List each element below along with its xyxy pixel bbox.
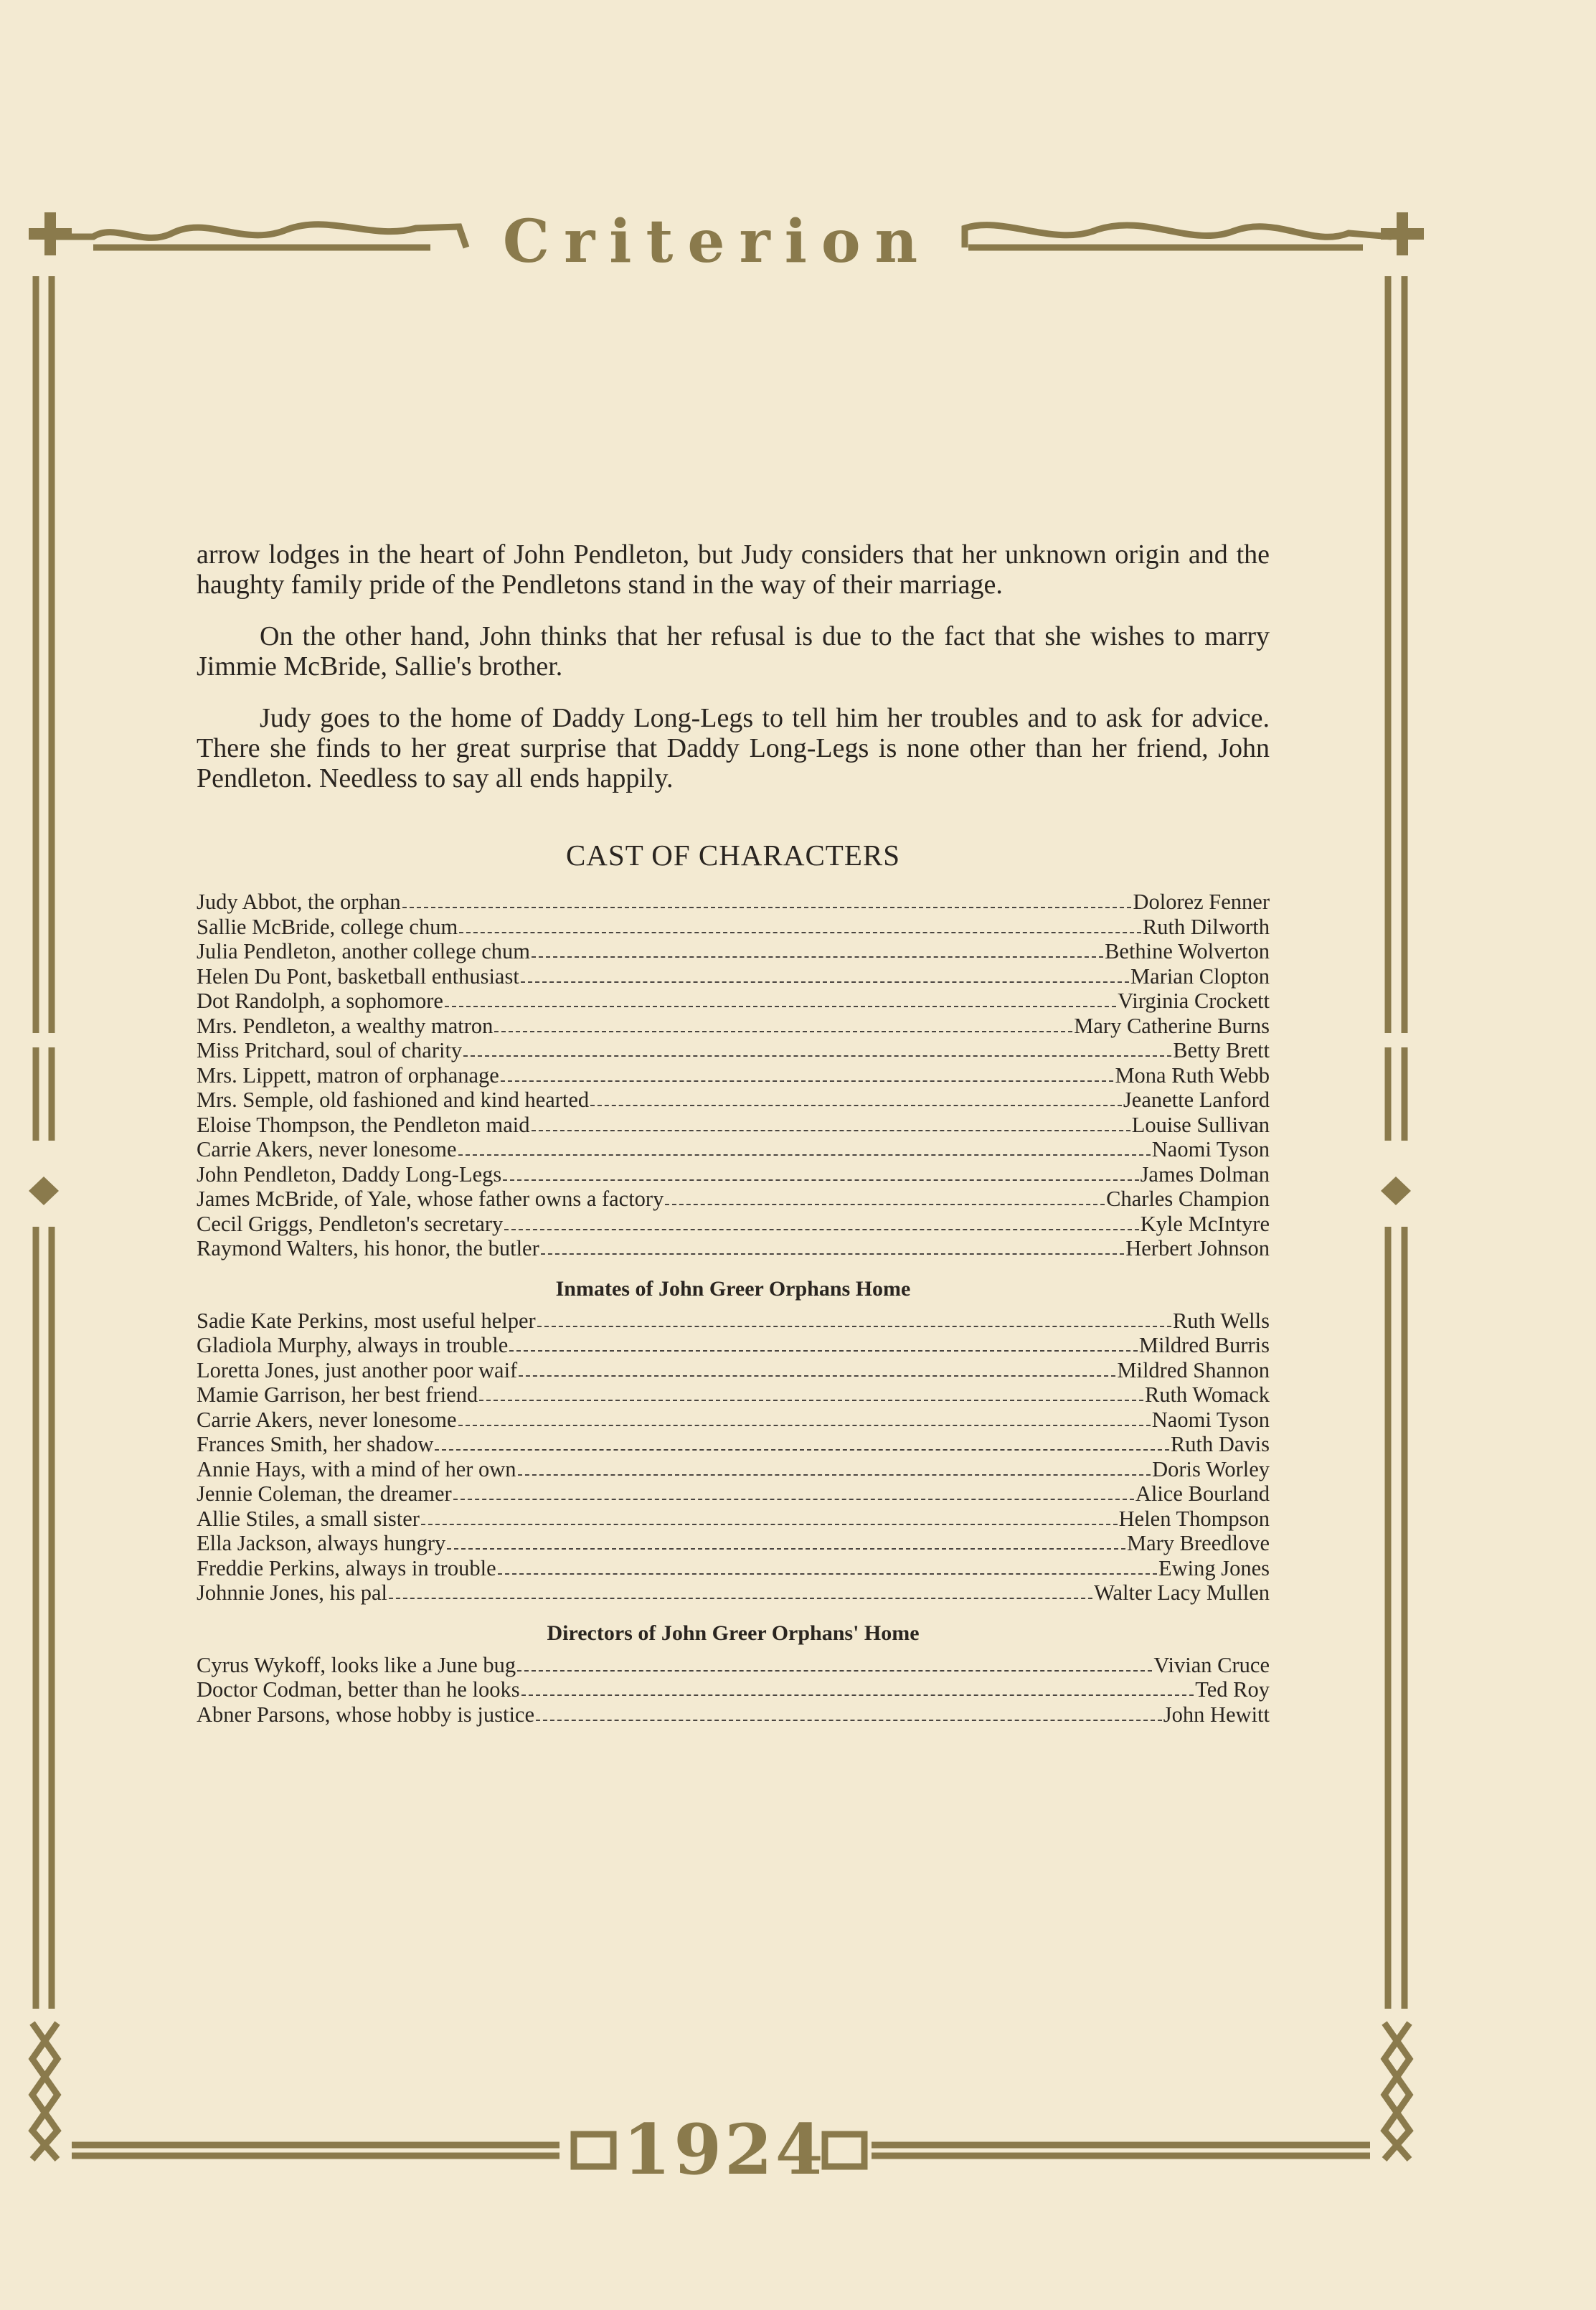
- character-role: Mamie Garrison, her best friend: [197, 1382, 478, 1407]
- actor-name: Alice Bourland: [1135, 1481, 1270, 1506]
- cast-row: [197, 1088, 1270, 1113]
- cast-row: [197, 1580, 1270, 1606]
- dotted-leader: [494, 1031, 1072, 1032]
- dotted-leader: [532, 1130, 1130, 1131]
- cast-row: [197, 1408, 1270, 1433]
- dotted-leader: [463, 1055, 1171, 1057]
- actor-name: Kyle McIntyre: [1140, 1211, 1270, 1236]
- character-role: Doctor Codman, better than he looks: [197, 1677, 520, 1702]
- character-role: Jennie Coleman, the dreamer: [197, 1481, 452, 1506]
- actor-name: Helen Thompson: [1118, 1506, 1270, 1531]
- story-paragraph: Judy goes to the home of Daddy Long-Legs to tell him her troubles and to ask for advice. There she finds to her great surprise that Daddy Long-Legs is none other than her friend, John Pendleton. Needless to say all ends happily.: [197, 703, 1270, 793]
- actor-name: Betty Brett: [1173, 1038, 1270, 1062]
- cast-row: [197, 1531, 1270, 1556]
- cast-row: [197, 989, 1270, 1014]
- actor-name: Marian Clopton: [1130, 963, 1270, 989]
- story-paragraph: On the other hand, John thinks that her refusal is due to the fact that she wishes to marry Jimmie McBride, Sallie's brother.: [197, 621, 1270, 682]
- actor-name: Jeanette Lanford: [1123, 1088, 1270, 1112]
- dotted-leader: [458, 1154, 1151, 1156]
- cast-row: [197, 1113, 1270, 1138]
- dotted-leader: [665, 1204, 1105, 1205]
- cast-row: [197, 1677, 1270, 1702]
- dotted-leader: [536, 1720, 1162, 1721]
- actor-name: Naomi Tyson: [1151, 1407, 1270, 1432]
- cast-row: [197, 1358, 1270, 1383]
- dotted-leader: [532, 956, 1103, 958]
- actor-name: Ruth Womack: [1144, 1382, 1270, 1407]
- character-role: Johnnie Jones, his pal: [197, 1580, 388, 1605]
- character-role: Cyrus Wykoff, looks like a June bug: [197, 1652, 516, 1677]
- dotted-leader: [590, 1105, 1122, 1106]
- actor-name: Vivian Cruce: [1153, 1652, 1270, 1677]
- cast-row: [197, 1309, 1270, 1334]
- actor-name: Herbert Johnson: [1125, 1236, 1270, 1260]
- cast-row: [197, 1702, 1270, 1727]
- dotted-leader: [447, 1548, 1125, 1550]
- actor-name: Ruth Wells: [1172, 1308, 1270, 1333]
- cast-row: [197, 1063, 1270, 1088]
- actor-name: Ted Roy: [1195, 1677, 1270, 1702]
- dotted-leader: [458, 1425, 1151, 1426]
- actor-name: Walter Lacy Mullen: [1094, 1580, 1270, 1605]
- cast-row: [197, 1137, 1270, 1162]
- cast-row: [197, 1556, 1270, 1581]
- actor-name: Bethine Wolverton: [1105, 939, 1270, 963]
- character-role: Judy Abbot, the orphan: [197, 890, 401, 914]
- cast-row: [197, 1457, 1270, 1482]
- cast-row: [197, 1162, 1270, 1187]
- dotted-leader: [498, 1573, 1157, 1575]
- character-role: Carrie Akers, never lonesome: [197, 1137, 457, 1161]
- dotted-leader: [519, 1375, 1115, 1377]
- character-role: Annie Hays, with a mind of her own: [197, 1456, 516, 1481]
- dotted-leader: [402, 907, 1132, 908]
- actor-name: James Dolman: [1140, 1161, 1270, 1187]
- cast-heading: CAST OF CHARACTERS: [565, 839, 901, 872]
- actor-name: Ewing Jones: [1158, 1555, 1270, 1580]
- dotted-leader: [479, 1400, 1143, 1401]
- character-role: Mrs. Pendleton, a wealthy matron: [197, 1013, 494, 1038]
- dotted-leader: [503, 1179, 1138, 1181]
- footer-year: 1924: [623, 2109, 826, 2190]
- cast-row: [197, 1432, 1270, 1457]
- character-role: Gladiola Murphy, always in trouble: [197, 1333, 509, 1357]
- character-role: Mrs. Lippett, matron of orphanage: [197, 1062, 499, 1088]
- story-paragraph: arrow lodges in the heart of John Pendleton, but Judy considers that her unknown origin and the haughty family pride of the Pendletons stand in the way of their marriage.: [197, 539, 1270, 600]
- dotted-leader: [509, 1350, 1138, 1352]
- character-role: Dot Randolph, a sophomore: [197, 989, 443, 1013]
- cast-row: [197, 964, 1270, 989]
- cast-row: [197, 939, 1270, 964]
- cast-row: [197, 1038, 1270, 1063]
- header-title: Criterion: [502, 207, 932, 276]
- dotted-leader: [453, 1499, 1134, 1500]
- dotted-leader: [541, 1253, 1124, 1255]
- character-role: Allie Stiles, a small sister: [197, 1506, 420, 1531]
- character-role: Cecil Griggs, Pendleton's secretary: [197, 1211, 504, 1236]
- character-role: Mrs. Semple, old fashioned and kind hearted: [197, 1088, 590, 1112]
- actor-name: Ruth Davis: [1170, 1432, 1270, 1456]
- cast-list-main: [197, 890, 1270, 1261]
- dotted-leader: [518, 1474, 1151, 1476]
- actor-name: Naomi Tyson: [1151, 1137, 1270, 1161]
- character-role: Ella Jackson, always hungry: [197, 1531, 446, 1555]
- actor-name: Mary Catherine Burns: [1074, 1013, 1270, 1038]
- dotted-leader: [504, 1229, 1138, 1230]
- dotted-leader: [459, 932, 1141, 933]
- cast-row: [197, 1333, 1270, 1358]
- cast-row: [197, 890, 1270, 915]
- cast-row: [197, 1481, 1270, 1507]
- actor-name: Mildred Shannon: [1117, 1357, 1270, 1382]
- character-role: Sallie McBride, college chum: [197, 914, 458, 939]
- inmates-heading: Inmates of John Greer Orphans Home: [555, 1276, 911, 1301]
- actor-name: Mildred Burris: [1138, 1333, 1270, 1357]
- cast-row: [197, 1187, 1270, 1212]
- actor-name: Mary Breedlove: [1126, 1531, 1270, 1555]
- character-role: Abner Parsons, whose hobby is justice: [197, 1702, 535, 1727]
- character-role: Carrie Akers, never lonesome: [197, 1407, 457, 1432]
- cast-row: [197, 1236, 1270, 1261]
- character-role: Julia Pendleton, another college chum: [197, 939, 530, 963]
- character-role: Eloise Thompson, the Pendleton maid: [197, 1112, 530, 1137]
- dotted-leader: [421, 1524, 1118, 1525]
- actor-name: Mona Ruth Webb: [1115, 1062, 1270, 1088]
- dotted-leader: [521, 981, 1129, 983]
- cast-row: [197, 1382, 1270, 1408]
- cast-row: [197, 915, 1270, 940]
- dotted-leader: [445, 1006, 1116, 1007]
- dotted-leader: [537, 1326, 1171, 1327]
- actor-name: Ruth Dilworth: [1142, 914, 1270, 939]
- directors-heading: Directors of John Greer Orphans' Home: [547, 1621, 920, 1645]
- actor-name: Louise Sullivan: [1131, 1112, 1270, 1137]
- cast-list-inmates: [197, 1309, 1270, 1606]
- character-role: John Pendleton, Daddy Long-Legs: [197, 1161, 502, 1187]
- actor-name: Charles Champion: [1106, 1187, 1270, 1211]
- dotted-leader: [501, 1080, 1114, 1082]
- actor-name: Virginia Crockett: [1118, 989, 1270, 1013]
- character-role: James McBride, of Yale, whose father owns a factory: [197, 1187, 664, 1211]
- character-role: Freddie Perkins, always in trouble: [197, 1555, 496, 1580]
- cast-row: [197, 1014, 1270, 1039]
- dotted-leader: [521, 1694, 1194, 1696]
- dotted-leader: [517, 1670, 1152, 1672]
- dotted-leader: [389, 1598, 1092, 1599]
- actor-name: John Hewitt: [1163, 1702, 1270, 1727]
- cast-list-directors: [197, 1653, 1270, 1727]
- actor-name: Doris Worley: [1152, 1456, 1270, 1481]
- page-content: [197, 539, 1270, 1727]
- character-role: Raymond Walters, his honor, the butler: [197, 1236, 539, 1260]
- character-role: Loretta Jones, just another poor waif: [197, 1357, 518, 1382]
- dotted-leader: [435, 1449, 1169, 1451]
- character-role: Miss Pritchard, soul of charity: [197, 1038, 463, 1062]
- cast-row: [197, 1507, 1270, 1532]
- actor-name: Dolorez Fenner: [1133, 890, 1270, 914]
- character-role: Sadie Kate Perkins, most useful helper: [197, 1308, 536, 1333]
- cast-row: [197, 1653, 1270, 1678]
- cast-row: [197, 1212, 1270, 1237]
- character-role: Helen Du Pont, basketball enthusiast: [197, 963, 519, 989]
- character-role: Frances Smith, her shadow: [197, 1432, 434, 1456]
